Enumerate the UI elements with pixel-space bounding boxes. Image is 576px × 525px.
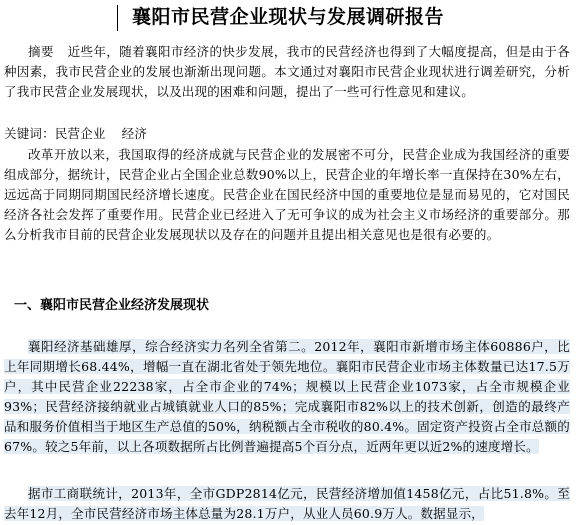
abstract-label: 摘要 <box>28 44 54 59</box>
selected-text-2: 据市工商联统计，2013年，全市GDP2814亿元，民营经济增加值1458亿元，占比51.8%。至去年12月，全市民营经济市场主体总量为28.1万户，从业人员60.9万人。数据显示， <box>4 486 570 521</box>
document-title: 襄阳市民营企业现状与发展调研报告 <box>131 6 444 28</box>
abstract-text: 近些年，随着襄阳市经济的快步发展，我市的民营经济也得到了大幅度提高，但是由于各种因素，我市民营企业的发展也渐渐出现问题。本文通过对襄阳市民营企业现状进行调差研究，分析了我市民营企业发展现状，以及出现的困难和问题，提出了一些可行性意见和建议。 <box>4 44 570 99</box>
body-paragraph-2 <box>4 484 570 524</box>
intro-paragraph: 改革开放以来，我国取得的经济成就与民营企业的发展密不可分，民营企业成为我国经济的重要组成部分，据统计，民营企业占全国企业总数90%以上，民营企业的年增长率一直保持在30%左右，远远高于同期同期国民经济增长速度。民营企业在国民经济中国的重要地位是显而易见的，它对国民经济各社会发挥了重要作用。民营企业已经进入了无可争议的成为社会主义市场经济的重要部分。那么分析我市目前的民营企业发展现状以及存在的问题并且提出相关意见也是很有必要的。 <box>4 147 570 242</box>
abstract-paragraph <box>4 42 570 102</box>
selected-text: 襄阳经济基础雄厚，综合经济实力名列全省第二。2012年，襄阳市新增市场主体60886户，比上年同期增长68.44%，增幅一直在湖北省处于领先地位。襄阳市民营企业市场主体数量已达17.5万户，其中民营企业22238家，占全市企业的74%；规模以上民营企业1073家，占全市规模企业93%；民营经济接纳就业占城镇就业人口的85%；完成襄阳市82%以上的技术创新，创造的最终产品和服务价值相当于地区生产总值的50%，纳税额占全市税收的80.4%。固定资产投资占全市总额的67%。较之5年前，以上各项数据所占比例普遍提高5个百分点，近两年更以近2%的速度增长。 <box>4 339 570 454</box>
keywords-line <box>4 124 570 144</box>
keywords-label: 关键词： <box>4 126 55 141</box>
keyword-1: 民营企业 <box>54 126 106 141</box>
keyword-2: 经济 <box>121 126 148 141</box>
section-heading: 一、襄阳市民营企业经济发展现状 <box>14 298 210 313</box>
body-paragraph-1 <box>4 337 570 457</box>
